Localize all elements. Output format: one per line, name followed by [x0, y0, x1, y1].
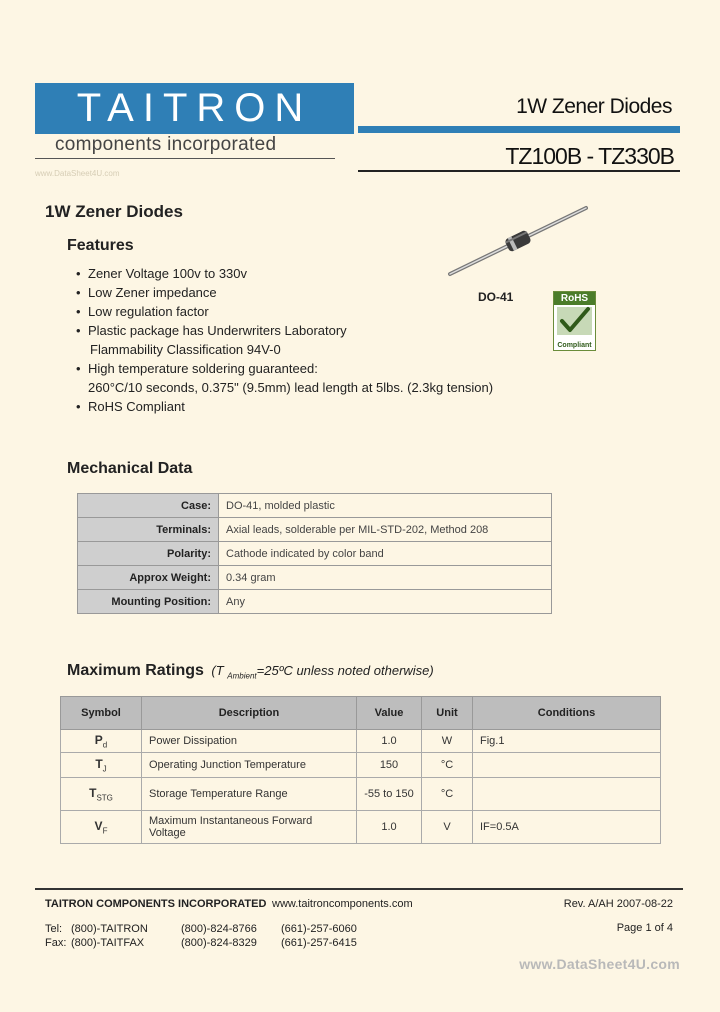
- feature-item: [75, 302, 493, 321]
- col-value: Value: [357, 697, 422, 730]
- value-cell: -55 to 150: [357, 778, 422, 811]
- unit-cell: W: [422, 730, 473, 753]
- tel-number: (661)-257-6060: [281, 923, 357, 935]
- symbol-main: T: [95, 756, 103, 771]
- tel-label: Tel:: [45, 923, 63, 935]
- rohs-badge-icon: [553, 291, 596, 351]
- rohs-badge-bottom: Compliant: [557, 342, 592, 349]
- product-title: 1W Zener Diodes: [45, 202, 183, 221]
- symbol-sub: d: [102, 740, 108, 750]
- mech-value: Any: [219, 590, 552, 614]
- mechanical-heading: Mechanical Data: [67, 460, 193, 477]
- footer-revision: Rev. A/AH 2007-08-22: [563, 898, 673, 910]
- ratings-heading: Maximum Ratings: [67, 662, 204, 679]
- table-row: [78, 518, 552, 542]
- feature-text-cont: 260°C/10 seconds, 0.375" (9.5mm) lead length at 5lbs. (2.3kg tension): [88, 380, 494, 395]
- feature-text: High temperature soldering guaranteed:: [88, 361, 318, 376]
- feature-text-cont: Flammability Classification 94V-0: [90, 342, 281, 357]
- unit-cell: V: [422, 811, 473, 844]
- feature-item: [75, 283, 493, 302]
- table-header-row: [61, 697, 661, 730]
- mech-label: Polarity:: [78, 542, 219, 566]
- symbol-sub: F: [102, 826, 108, 836]
- feature-item: [75, 264, 493, 283]
- symbol-cell: [61, 778, 142, 811]
- ratings-table: [60, 696, 661, 844]
- tel-row: [45, 922, 357, 936]
- feature-text: RoHS Compliant: [88, 399, 185, 414]
- do41-diode-drawing: [440, 200, 600, 290]
- check-mark-icon: [554, 305, 595, 337]
- conditions-cell: IF=0.5A: [473, 811, 661, 844]
- table-row: [61, 811, 661, 844]
- symbol-cell: [61, 730, 142, 753]
- description-cell: Operating Junction Temperature: [142, 753, 357, 778]
- header-part-range: TZ100B - TZ330B: [505, 143, 674, 169]
- header-accent-bar: [358, 126, 680, 133]
- mech-label: Mounting Position:: [78, 590, 219, 614]
- features-heading: Features: [67, 237, 134, 254]
- brand-logo-text: TAITRON: [76, 86, 313, 130]
- table-row: [78, 542, 552, 566]
- ratings-note: [211, 663, 434, 681]
- table-row: [78, 494, 552, 518]
- value-cell: 1.0: [357, 811, 422, 844]
- fax-number: (800)-824-8329: [181, 937, 257, 949]
- footer-rule: [35, 888, 683, 890]
- table-row: [78, 590, 552, 614]
- package-label: DO-41: [478, 290, 514, 304]
- conditions-cell: [473, 778, 661, 811]
- col-conditions: Conditions: [473, 697, 661, 730]
- value-cell: 150: [357, 753, 422, 778]
- footer-contacts: [45, 922, 357, 950]
- mech-label: Approx Weight:: [78, 566, 219, 590]
- symbol-cell: [61, 811, 142, 844]
- header-title: 1W Zener Diodes: [516, 95, 672, 118]
- feature-text: Plastic package has Underwriters Laboratory: [88, 323, 347, 338]
- footer-page-number: Page 1 of 4: [616, 922, 673, 934]
- brand-subtitle: components incorporated: [55, 134, 277, 155]
- table-row: [61, 730, 661, 753]
- fax-number: (661)-257-6415: [281, 937, 357, 949]
- tel-number: (800)-824-8766: [181, 923, 257, 935]
- conditions-cell: [473, 753, 661, 778]
- logo-underline: [35, 158, 335, 159]
- symbol-main: P: [94, 732, 103, 747]
- mech-value: DO-41, molded plastic: [219, 494, 552, 518]
- symbol-cell: [61, 753, 142, 778]
- conditions-cell: Fig.1: [473, 730, 661, 753]
- description-cell: Storage Temperature Range: [142, 778, 357, 811]
- mech-value: Axial leads, solderable per MIL-STD-202, Method 208: [219, 518, 552, 542]
- description-cell: Maximum Instantaneous Forward Voltage: [142, 811, 357, 844]
- feature-item: [75, 321, 493, 359]
- value-cell: 1.0: [357, 730, 422, 753]
- symbol-sub: STG: [96, 793, 113, 803]
- fax-row: [45, 936, 357, 950]
- rohs-badge-top: RoHS: [554, 292, 595, 305]
- table-row: [78, 566, 552, 590]
- watermark-small: www.DataSheet4U.com: [35, 169, 120, 178]
- symbol-main: T: [89, 785, 97, 800]
- symbol-main: V: [94, 818, 103, 833]
- footer-company: TAITRON COMPONENTS INCORPORATED: [45, 898, 267, 910]
- feature-text: Low regulation factor: [88, 304, 209, 319]
- symbol-sub: J: [102, 764, 107, 774]
- col-description: Description: [142, 697, 357, 730]
- mech-label: Case:: [78, 494, 219, 518]
- feature-item: [75, 397, 493, 416]
- col-symbol: Symbol: [61, 697, 142, 730]
- features-list: [75, 264, 493, 416]
- fax-number: (800)-TAITFAX: [71, 937, 145, 949]
- mech-value: Cathode indicated by color band: [219, 542, 552, 566]
- unit-cell: °C: [422, 753, 473, 778]
- table-row: [61, 778, 661, 811]
- watermark-large: www.DataSheet4U.com: [519, 956, 680, 972]
- feature-text: Low Zener impedance: [88, 285, 217, 300]
- mech-label: Terminals:: [78, 518, 219, 542]
- description-cell: Power Dissipation: [142, 730, 357, 753]
- mech-value: 0.34 gram: [219, 566, 552, 590]
- ratings-note-sub: Ambient: [227, 671, 257, 681]
- tel-number: (800)-TAITRON: [71, 923, 148, 935]
- feature-item: [75, 359, 493, 397]
- unit-cell: °C: [422, 778, 473, 811]
- fax-label: Fax:: [45, 937, 67, 949]
- table-row: [61, 753, 661, 778]
- footer-website-link[interactable]: www.taitroncomponents.com: [272, 898, 413, 910]
- ratings-note-prefix: (T: [211, 663, 224, 678]
- ratings-heading-row: [67, 662, 434, 681]
- header-rule: [358, 170, 680, 172]
- mechanical-table: [77, 493, 552, 614]
- col-unit: Unit: [422, 697, 473, 730]
- feature-text: Zener Voltage 100v to 330v: [88, 266, 248, 281]
- ratings-note-suffix: =25ºC unless noted otherwise): [256, 663, 434, 678]
